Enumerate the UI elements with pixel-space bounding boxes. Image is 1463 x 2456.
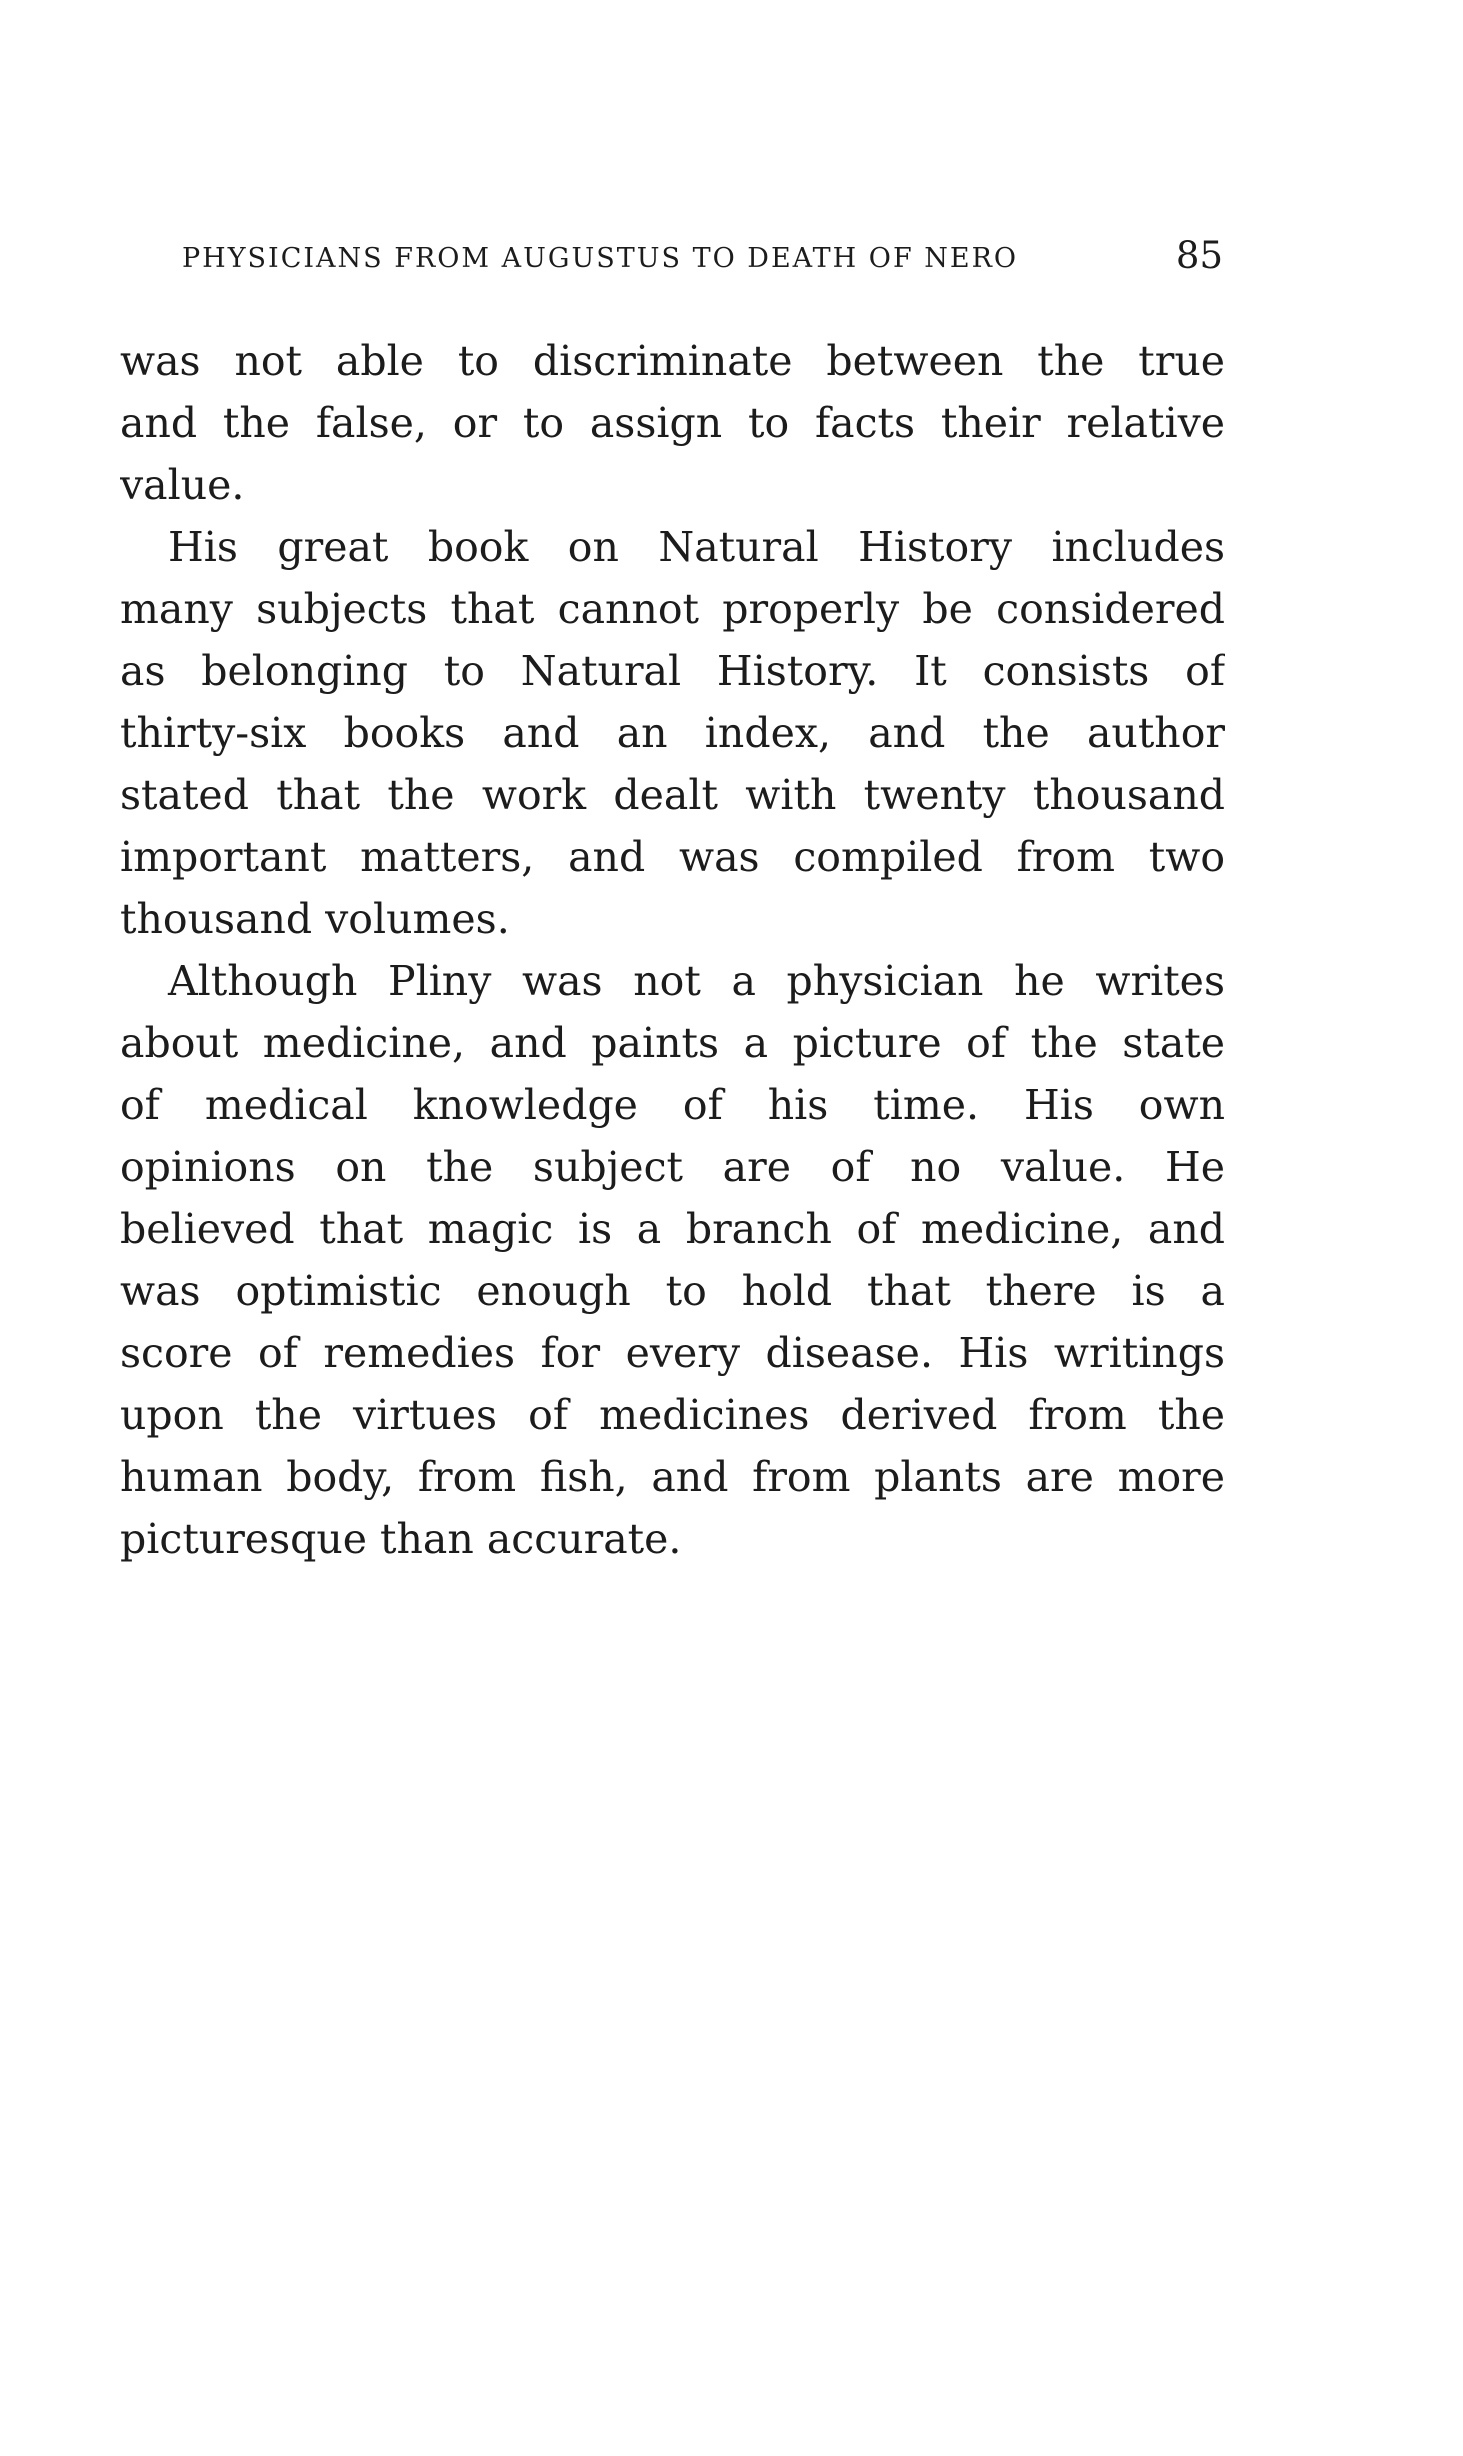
text-line: believed that magic is a branch of medicine, and — [120, 1205, 1225, 1253]
text-line: thousand volumes. — [120, 895, 510, 943]
text-line: picturesque than accurate. — [120, 1515, 682, 1563]
text-line: opinions on the subject are of no value. He — [120, 1143, 1225, 1191]
text-line: value. — [120, 461, 245, 509]
text-line: stated that the work dealt with twenty thousand — [120, 771, 1225, 819]
page-number: 85 — [1175, 234, 1223, 277]
text-line: of medical knowledge of his time. His own — [120, 1081, 1225, 1129]
paragraph — [120, 330, 1225, 516]
text-line: was optimistic enough to hold that there is a — [120, 1267, 1225, 1315]
text-line: important matters, and was compiled from two — [120, 833, 1225, 881]
paragraph — [120, 516, 1225, 950]
text-line: was not able to discriminate between the true — [120, 337, 1225, 385]
text-line: as belonging to Natural History. It consists of — [120, 647, 1225, 695]
text-line: many subjects that cannot properly be considered — [120, 585, 1225, 633]
running-title: PHYSICIANS FROM AUGUSTUS TO DEATH OF NERO — [182, 243, 1019, 274]
text-line: Although Pliny was not a physician he writes — [168, 957, 1225, 1005]
text-line: His great book on Natural History includes — [168, 523, 1225, 571]
text-line: upon the virtues of medicines derived from the — [120, 1391, 1225, 1439]
running-header — [120, 228, 1225, 288]
text-line: about medicine, and paints a picture of the state — [120, 1019, 1225, 1067]
body-text — [120, 330, 1225, 1570]
text-line: and the false, or to assign to facts their relative — [120, 399, 1225, 447]
text-line: human body, from fish, and from plants are more — [120, 1453, 1225, 1501]
text-line: score of remedies for every disease. His writings — [120, 1329, 1225, 1377]
paragraph — [120, 950, 1225, 1570]
text-line: thirty-six books and an index, and the author — [120, 709, 1225, 757]
